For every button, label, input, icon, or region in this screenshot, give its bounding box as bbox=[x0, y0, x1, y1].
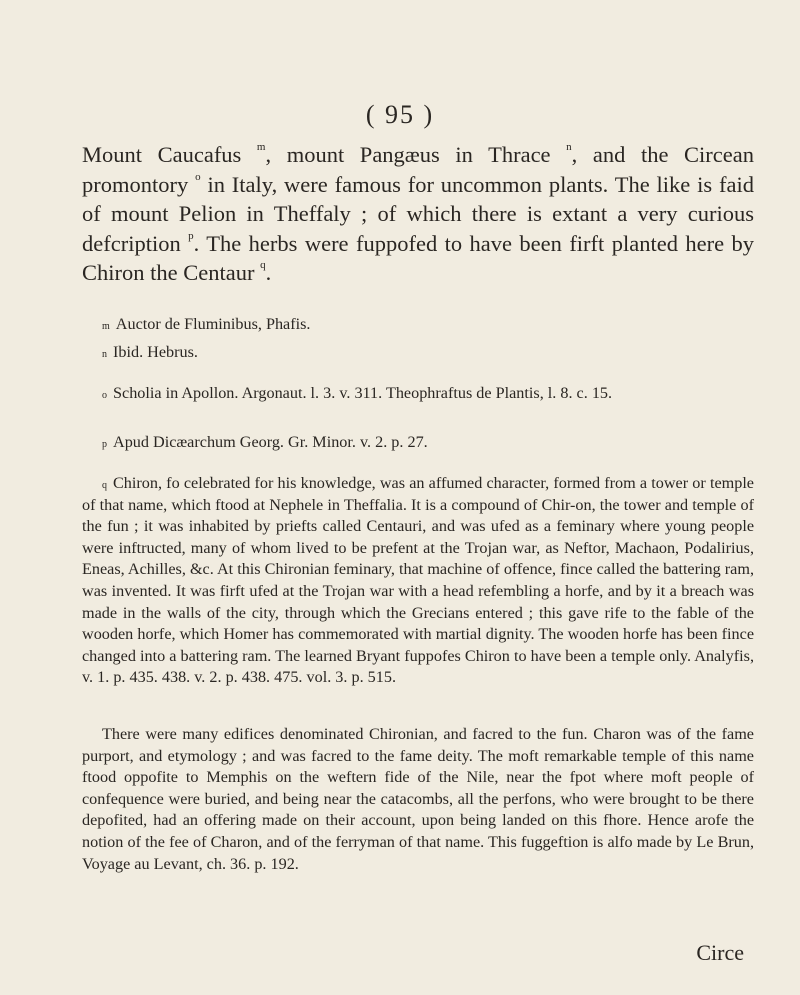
main-text-part-5: . The herbs were fuppofed to have been firft planted here by Chiron the Centaur bbox=[82, 230, 754, 285]
footnote-mark-p: p bbox=[102, 439, 107, 450]
footnote-text-q: Chiron, fo celebrated for his knowledge, was an affumed character, formed from a tower or temple of that name, which ftood at Nephele in Theffalia. It is a compound of Chir-on, the tower and temple of the fun ; it was inhabited by priefts called Centauri, and was ufed as a feminary where young people were inftructed, many of whom lived to be prefent at the Trojan war, as Neftor, Machaon, Podalirius, Eneas, Achilles, &c. At this Chironian feminary, that machine of offence, fince called the battering ram, was invented. It was firft ufed at the Trojan war with a head refembling a horfe, and by it a breach was made in the walls of the city, through which the Grecians entered ; this gave rife to the fable of the wooden horfe, which Homer has commemorated with martial dignity. The wooden horfe has been fince changed into a battering ram. The learned Bryant fuppofes Chiron to have been a temple only. Analyfis, v. 1. p. 435. 438. v. 2. p. 438. 475. vol. 3. p. 515. bbox=[82, 474, 754, 687]
footnote-q bbox=[82, 473, 754, 689]
footnote-text-m: Auctor de Fluminibus, Phafis. bbox=[115, 315, 311, 333]
footnote-ref-m: m bbox=[256, 141, 266, 153]
main-text-part-2: , mount Pangæus in Thrace bbox=[265, 142, 567, 167]
main-text-part-6: . bbox=[265, 260, 272, 285]
footnote-text-n: Ibid. Hebrus. bbox=[113, 343, 198, 361]
catchword: Circe bbox=[696, 940, 744, 965]
main-text-part-4: in Italy, were famous for uncommon plants. The like is faid of mount Pelion in Theffaly ; of which there is extant a very curious defcription bbox=[82, 171, 754, 256]
page-number: ( 95 ) bbox=[365, 100, 435, 129]
footnote-o bbox=[82, 383, 754, 405]
footnote-mark-o: o bbox=[102, 390, 107, 401]
footnote-text-o: Scholia in Apollon. Argonaut. l. 3. v. 311. Theophraftus de Plantis, l. 8. c. 15. bbox=[113, 384, 613, 402]
main-text-part-3: , and the Circean promontory bbox=[82, 142, 755, 197]
footnote-ref-p: p bbox=[188, 229, 194, 242]
footnote-ref-o: o bbox=[195, 170, 201, 183]
footnote-n bbox=[82, 342, 774, 364]
footnote-p bbox=[82, 432, 774, 454]
footnote-mark-n: n bbox=[102, 349, 107, 360]
footnote-mark-q: q bbox=[102, 480, 107, 491]
footnote-ref-q: q bbox=[260, 259, 266, 271]
main-text-part-1: Mount Caucafus bbox=[82, 142, 257, 167]
footnote-ref-n: n bbox=[566, 141, 572, 153]
main-paragraph bbox=[82, 140, 754, 288]
second-paragraph: There were many edifices denominated Chironian, and facred to the fun. Charon was of the fame purport, and etymology ; and was facred to the fame deity. The moft remarkable temple of this name ftood oppofite to Memphis on the weftern fide of the Nile, near the fpot where moft people of confequence were buried, and being near the catacombs, all the perfons, who were brought to be there depofited, had an offering made on their account, upon being landed on this fhore. Hence arofe the notion of the fee of Charon, and of the ferryman of that name. This fuggeftion is alfo made by Le Brun, Voyage au Levant, ch. 36. p. 192. bbox=[82, 725, 754, 873]
footnote-m bbox=[82, 314, 774, 336]
footnote-text-p: Apud Dicæarchum Georg. Gr. Minor. v. 2. p. 27. bbox=[113, 433, 428, 451]
footnote-mark-m: m bbox=[102, 321, 110, 332]
